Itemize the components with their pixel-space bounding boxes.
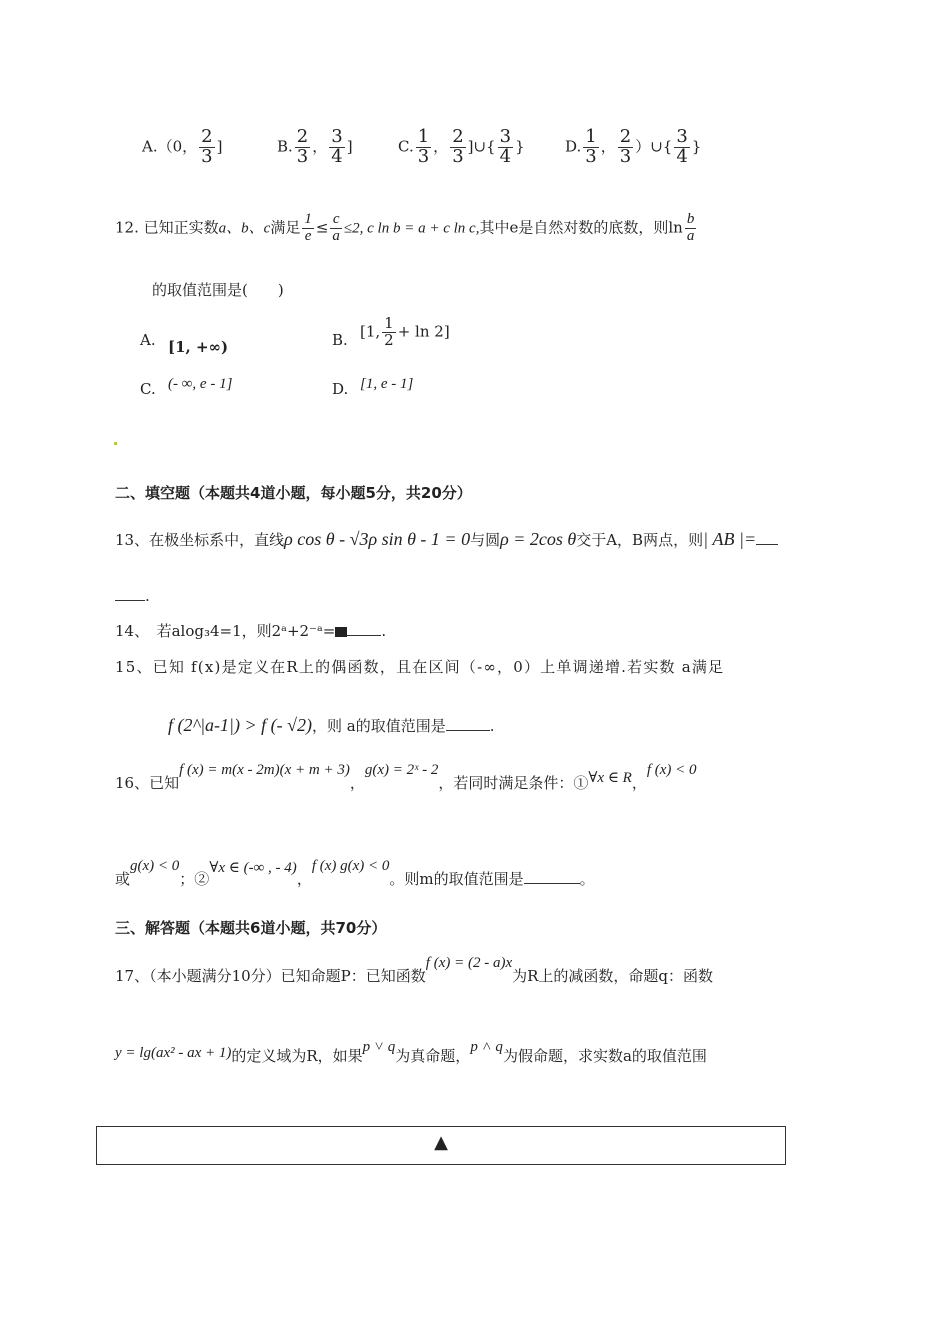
q12-option-b-label: B. — [332, 331, 348, 349]
q14-stem: 14、 若alog₃4=1，则2ᵃ+2⁻ᵃ= . — [115, 622, 387, 640]
q12-line2: 的取值范围是( ) — [152, 281, 284, 299]
q16-line2: 或g(x) < 0；②∀x ∈ (-∞ , - 4)，f (x) g(x) < 0。则m的取值范围是 。 — [115, 858, 595, 888]
q12-option-a-label: A. — [140, 331, 156, 349]
answer-box — [96, 1126, 786, 1165]
q11-option-c: C. $\frac{1}{3}$ ， $\frac{2}{3}$ ]∪{ $\frac{3}{4}$ } — [398, 126, 525, 167]
stray-mark — [114, 442, 117, 445]
q15-line2: f (2^|a-1|) > f (- √2)，则 a的取值范围是 . — [168, 715, 495, 735]
q11-option-d: D. $\frac{1}{3}$ ， $\frac{2}{3}$ ）∪{ $\frac{3}{4}$ } — [565, 126, 702, 167]
q12-option-c: (- ∞, e - 1] — [168, 376, 233, 392]
triangle-icon: ▲ — [434, 1132, 448, 1153]
q12-stem: 12. 已知正实数a、b、c满足 $\frac{1}{e}$ ≤ $\frac{c}{a}$ ≤2, c ln b = a + c ln c,其中e是自然对数的底数，则ln $\frac{b}{a}$ — [115, 211, 695, 244]
q12-option-a: [1, +∞) — [168, 338, 229, 356]
q12-option-c-label: C. — [140, 380, 156, 398]
q11-option-a: A.（0， $\frac{2}{3}$ ] — [142, 126, 223, 167]
q15-stem: 15、已知 f(x)是定义在R上的偶函数，且在区间（-∞，0）上单调递增.若实数 a满足 — [115, 658, 725, 676]
q17-stem: 17、（本小题满分10分）已知命题P：已知函数f (x) = (2 - a)x为R上的减函数，命题q：函数 — [115, 955, 714, 985]
q12-option-d-label: D. — [332, 380, 349, 398]
q13-stem: 13、在极坐标系中，直线ρ cos θ - √3ρ sin θ - 1 = 0与圆ρ = 2cos θ交于A，B两点，则| AB |= — [115, 529, 778, 550]
q12-option-d: [1, e - 1] — [360, 376, 414, 392]
q17-line2: y = lg(ax² - ax + 1)的定义域为R，如果p ˅ q为真命题，p ˄ q为假命题，求实数a的取值范围 — [115, 1039, 707, 1065]
q12-option-b: [1, $\frac{1}{2}$ + ln 2] — [360, 314, 450, 349]
q11-option-b: B. $\frac{2}{3}$ ， $\frac{3}{4}$ ] — [277, 126, 353, 167]
section-2-heading: 二、填空题（本题共4道小题，每小题5分，共20分） — [115, 484, 472, 502]
q16-stem: 16、已知f (x) = m(x - 2m)(x + m + 3)，g(x) = 2ˣ - 2，若同时满足条件：①∀x ∈ R，f (x) < 0 — [115, 762, 697, 792]
q13-line2: . — [115, 586, 150, 605]
small-box-icon — [335, 627, 347, 637]
section-3-heading: 三、解答题（本题共6道小题，共70分） — [115, 919, 387, 937]
